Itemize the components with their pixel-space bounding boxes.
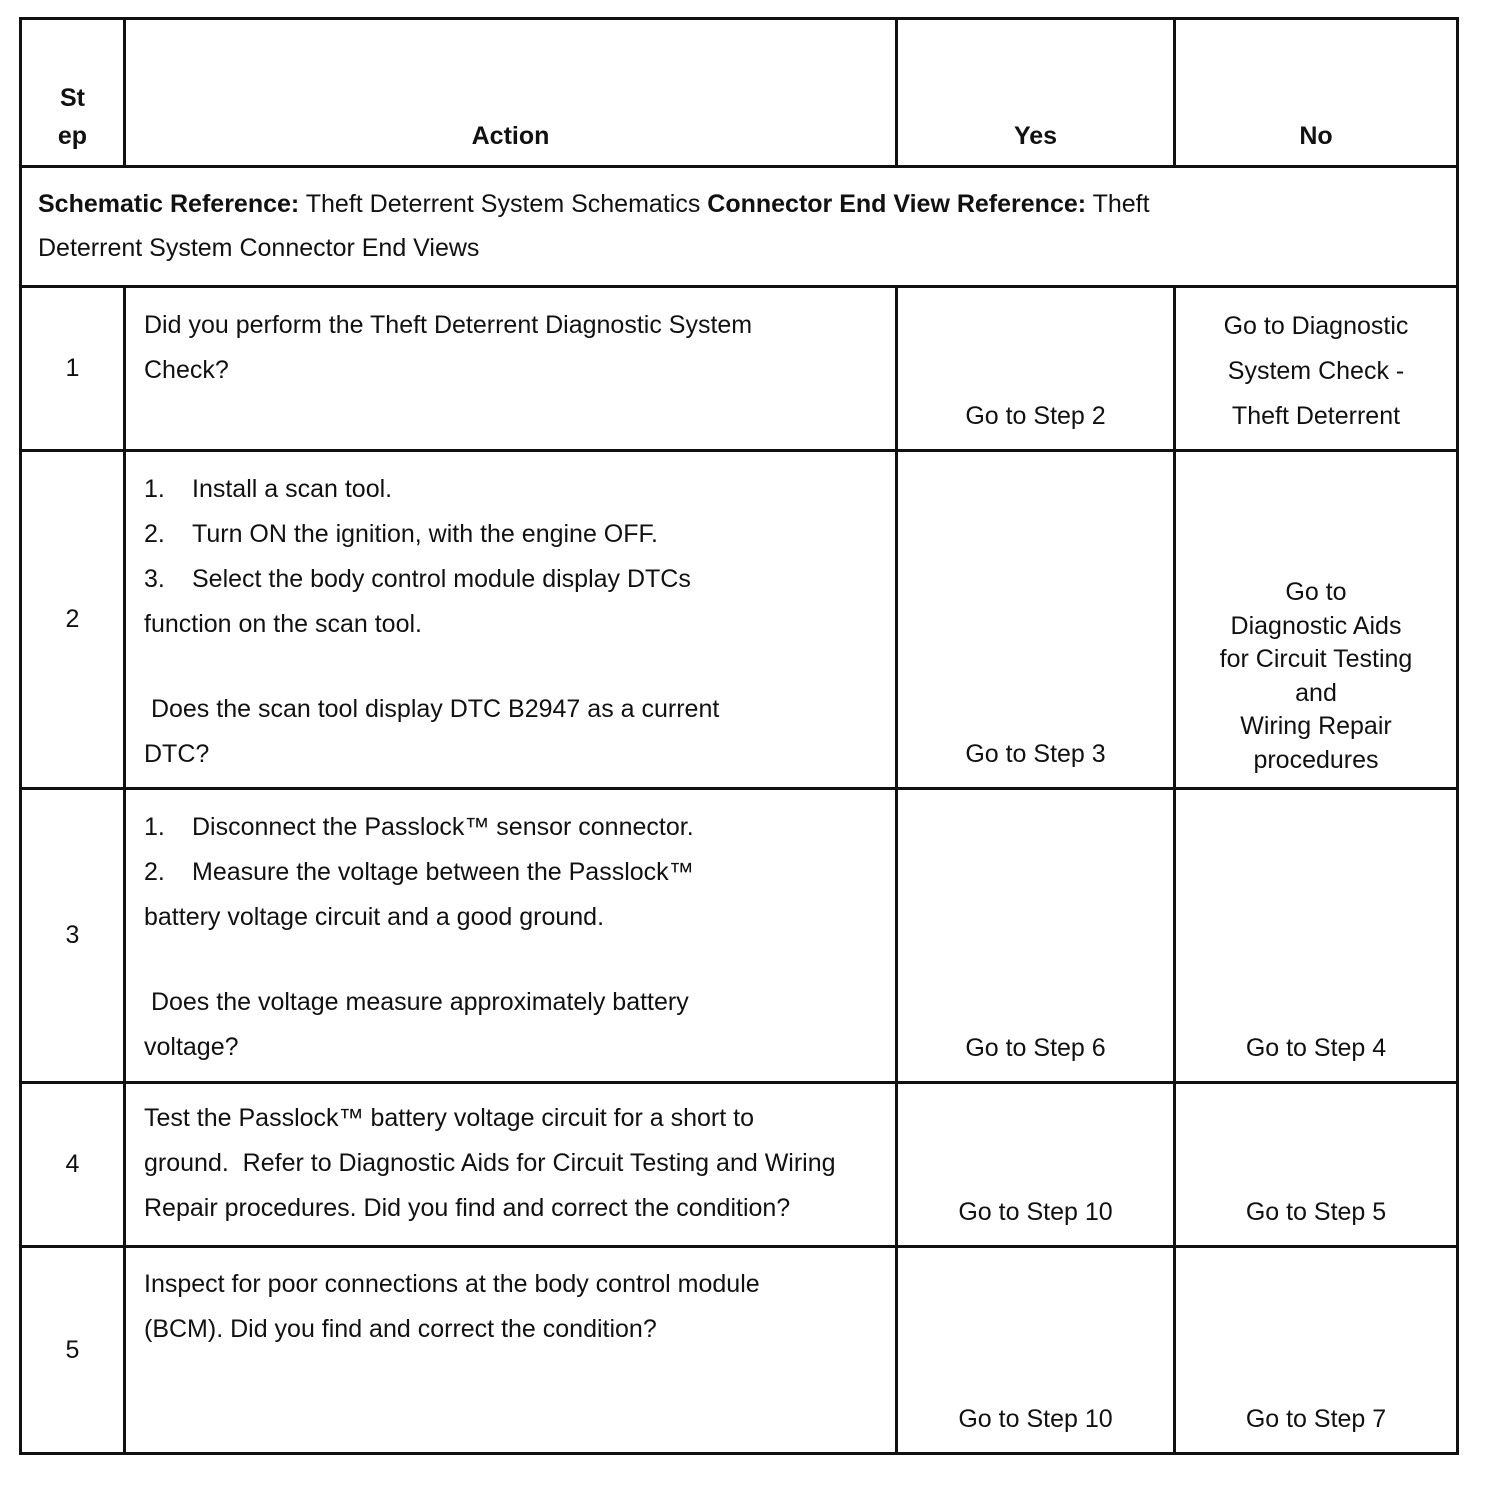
schematic-reference-text: Theft Deterrent System Schematics bbox=[305, 190, 701, 218]
no-cell: Go to Step 7 bbox=[1175, 1247, 1458, 1454]
action-line: Check? bbox=[144, 356, 229, 384]
item-text: Select the body control module display DTCs bbox=[192, 565, 691, 593]
no-line: Theft Deterrent bbox=[1231, 402, 1401, 430]
yes-cell: Go to Step 2 bbox=[897, 287, 1175, 451]
item-text: Measure the voltage between the Passlock™ bbox=[192, 858, 694, 886]
no-line: procedures bbox=[1253, 745, 1379, 774]
action-line: Inspect for poor connections at the body control module bbox=[144, 1270, 760, 1298]
action-line: ground. Refer to Diagnostic Aids for Circuit Testing and Wiring bbox=[144, 1149, 836, 1177]
question-line: voltage? bbox=[144, 1033, 239, 1061]
schematic-reference-label: Schematic Reference: bbox=[38, 190, 300, 218]
yes-cell: Go to Step 3 bbox=[897, 451, 1175, 789]
step-number: 3 bbox=[21, 789, 125, 1083]
table-row bbox=[21, 287, 1458, 451]
yes-header: Yes bbox=[897, 19, 1175, 167]
no-line: and bbox=[1295, 678, 1337, 707]
step-number: 1 bbox=[21, 287, 125, 451]
action-continuation: battery voltage circuit and a good ground. bbox=[144, 903, 605, 931]
no-header: No bbox=[1175, 19, 1458, 167]
step-number: 2 bbox=[21, 451, 125, 789]
yes-cell: Go to Step 10 bbox=[897, 1083, 1175, 1247]
no-line: for Circuit Testing bbox=[1219, 645, 1413, 673]
item-number: 1. bbox=[144, 475, 165, 503]
connector-reference-label: Connector End View Reference: bbox=[707, 190, 1087, 218]
yes-cell: Go to Step 6 bbox=[897, 789, 1175, 1083]
header-row bbox=[21, 19, 1458, 167]
step-number: 4 bbox=[21, 1083, 125, 1247]
step-number: 5 bbox=[21, 1247, 125, 1454]
step-header-line-2: ep bbox=[57, 122, 88, 150]
question-line: DTC? bbox=[144, 740, 210, 768]
no-line: Diagnostic Aids bbox=[1230, 611, 1402, 640]
connector-reference-text-2: Deterrent System Connector End Views bbox=[38, 234, 480, 262]
table-row bbox=[21, 451, 1458, 789]
item-number: 2. bbox=[144, 520, 165, 548]
action-continuation: function on the scan tool. bbox=[144, 610, 422, 638]
action-line: (BCM). Did you find and correct the condition? bbox=[144, 1315, 657, 1343]
yes-cell: Go to Step 10 bbox=[897, 1247, 1175, 1454]
action-line: Test the Passlock™ battery voltage circuit for a short to bbox=[144, 1104, 754, 1132]
spacer bbox=[144, 647, 883, 687]
no-cell bbox=[1175, 451, 1458, 789]
connector-reference-text-1: Theft bbox=[1092, 190, 1150, 218]
item-number: 1. bbox=[144, 813, 165, 841]
no-cell: Go to Step 5 bbox=[1175, 1083, 1458, 1247]
no-cell: Go to Step 4 bbox=[1175, 789, 1458, 1083]
item-text: Turn ON the ignition, with the engine OFF. bbox=[192, 520, 658, 548]
no-line: Go to bbox=[1285, 578, 1347, 606]
action-line: Did you perform the Theft Deterrent Diagnostic System bbox=[144, 311, 753, 339]
action-item bbox=[144, 557, 883, 602]
action-item bbox=[144, 850, 883, 895]
action-cell bbox=[125, 1083, 897, 1247]
step-header-line-1: St bbox=[60, 84, 85, 112]
table-row bbox=[21, 1083, 1458, 1247]
item-text: Disconnect the Passlock™ sensor connector. bbox=[192, 813, 694, 841]
no-line: Go to Diagnostic bbox=[1223, 312, 1409, 340]
item-number: 2. bbox=[144, 858, 165, 886]
table-row bbox=[21, 1247, 1458, 1454]
action-cell bbox=[125, 451, 897, 789]
diagnostic-table bbox=[19, 17, 1459, 1455]
step-header bbox=[21, 19, 125, 167]
action-header: Action bbox=[125, 19, 897, 167]
action-cell bbox=[125, 789, 897, 1083]
action-cell bbox=[125, 287, 897, 451]
question-line: Does the voltage measure approximately battery bbox=[144, 988, 689, 1016]
no-line: System Check - bbox=[1227, 357, 1405, 385]
reference-row bbox=[21, 167, 1458, 287]
question-line: Does the scan tool display DTC B2947 as a current bbox=[144, 695, 720, 723]
no-line: Wiring Repair bbox=[1240, 712, 1392, 740]
no-cell bbox=[1175, 287, 1458, 451]
spacer bbox=[144, 940, 883, 980]
item-text: Install a scan tool. bbox=[192, 475, 393, 503]
item-number: 3. bbox=[144, 565, 165, 593]
action-item bbox=[144, 805, 883, 850]
action-item bbox=[144, 512, 883, 557]
action-line: Repair procedures. Did you find and correct the condition? bbox=[144, 1194, 791, 1222]
table-row bbox=[21, 789, 1458, 1083]
action-item bbox=[144, 467, 883, 512]
reference-cell bbox=[21, 167, 1458, 287]
action-cell bbox=[125, 1247, 897, 1454]
